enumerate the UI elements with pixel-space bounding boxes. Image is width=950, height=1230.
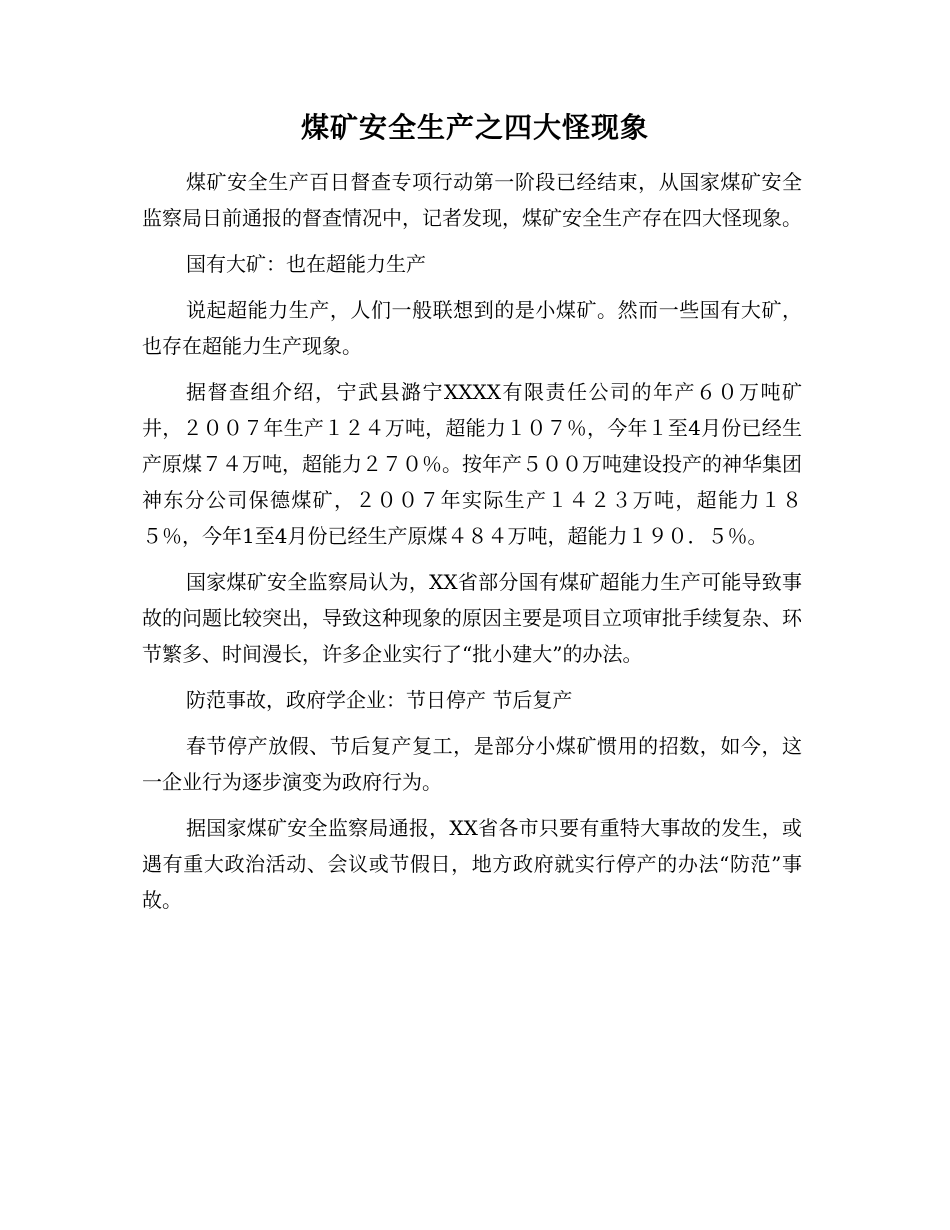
- document-title: 煤矿安全生产之四大怪现象: [300, 111, 649, 144]
- paragraph-state-mines: 说起超能力生产，人们一般联想到的是小煤矿。然而一些国有大矿，也存在超能力生产现象。: [142, 298, 802, 358]
- paragraph-inspection-data: 据督查组介绍，宁武县潞宁XXXX有限责任公司的年产６０万吨矿井，２００７年生产１２４万吨，超能力１０７％，今年１至4月份已经生产原煤７４万吨，超能力２７０％。按年产５００万吨建设投产的神华集团神东分公司保德煤矿，２００７年实际生产１４２３万吨，超能力１８５％，今年1至4月份已经生产原煤４８４万吨，超能力１９０．５％。: [142, 380, 802, 548]
- paragraph-holiday-shutdown: 春节停产放假、节后复产复工，是部分小煤矿惯用的招数，如今，这一企业行为逐步演变为政府行为。: [142, 734, 802, 794]
- paragraph-bureau-opinion: 国家煤矿安全监察局认为，XX省部分国有煤矿超能力生产可能导致事故的问题比较突出，导致这种现象的原因主要是项目立项审批手续复杂、环节繁多、时间漫长，许多企业实行了“批小建大”的办法。: [142, 570, 802, 666]
- paragraph-bureau-report: 据国家煤矿安全监察局通报，XX省各市只要有重特大事故的发生，或遇有重大政治活动、会议或节假日，地方政府就实行停产的办法“防范”事故。: [142, 816, 802, 912]
- paragraph-intro: 煤矿安全生产百日督查专项行动第一阶段已经结束，从国家煤矿安全监察局日前通报的督查情况中，记者发现，煤矿安全生产存在四大怪现象。: [142, 170, 802, 230]
- document-body: [142, 164, 802, 928]
- section-heading-state-mines: 国有大矿：也在超能力生产: [186, 252, 426, 276]
- section-heading-holiday-shutdown: 防范事故，政府学企业：节日停产 节后复产: [186, 688, 573, 712]
